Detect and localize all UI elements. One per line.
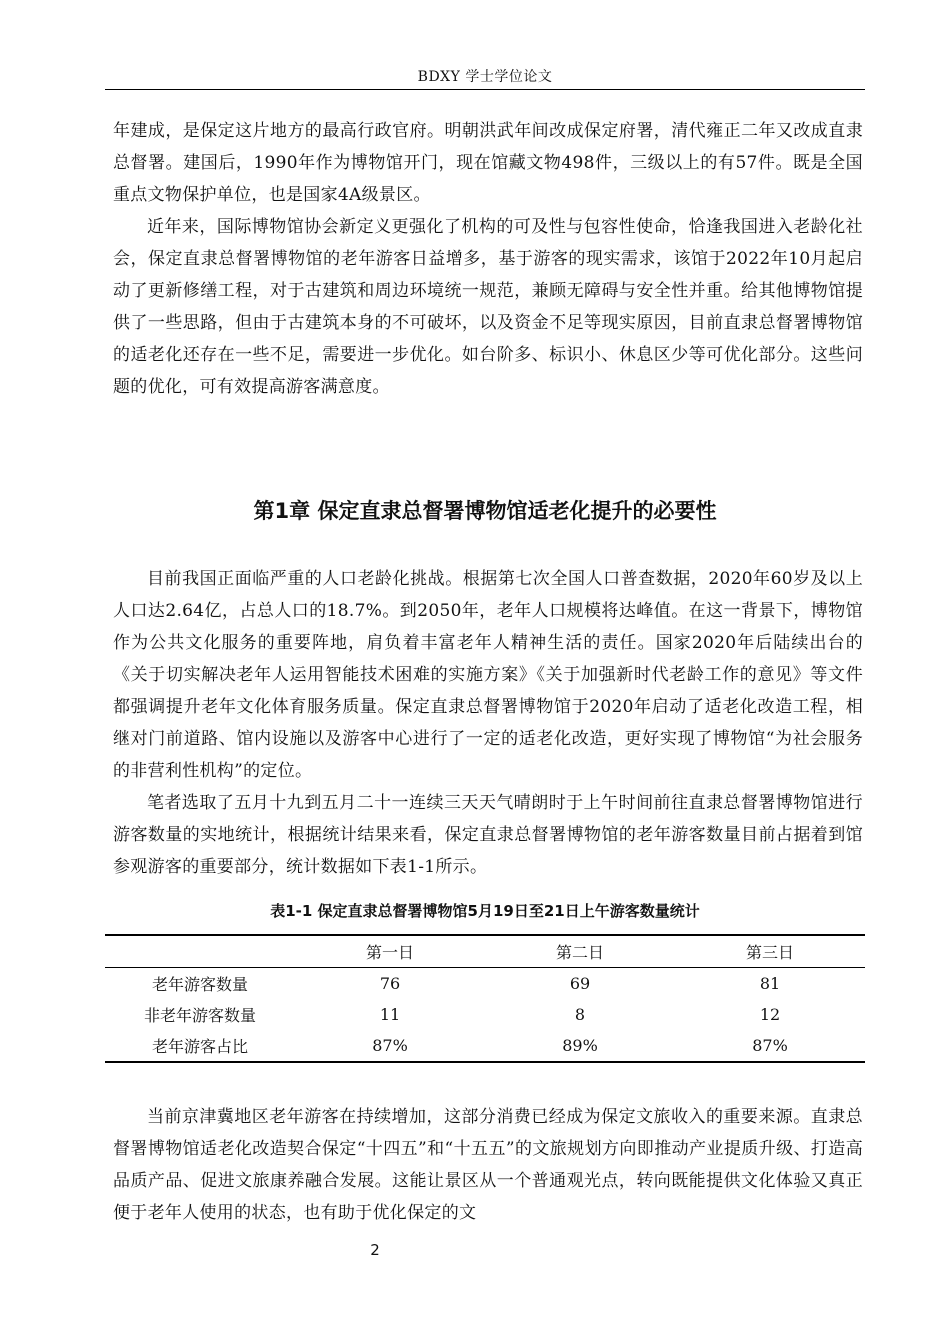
intro-paragraph-2: 近年来，国际博物馆协会新定义更强化了机构的可及性与包容性使命，恰逢我国进入老龄化社会，保定直隶总督署博物馆的老年游客日益增多，基于游客的现实需求，该馆于2022年10月起启动了更新修缮工程，对于古建筑和周边环境统一规范，兼顾无障碍与安全性并重。给其他博物馆提供了一些思路，但由于古建筑本身的不可破坏，以及资金不足等现实原因，目前直隶总督署博物馆的适老化还存在一些不足，需要进一步优化。如台阶多、标识小、休息区少等可优化部分。这些问题的优化，可有效提高游客满意度。: [113, 217, 863, 397]
table-cell: 11: [379, 1005, 401, 1024]
row-label: 非老年游客数量: [143, 1006, 256, 1025]
table-row: [105, 999, 865, 1030]
chapter-title: 第1章 保定直隶总督署博物馆适老化提升的必要性: [253, 499, 717, 523]
row-label: 老年游客占比: [151, 1037, 248, 1056]
intro-paragraph-1: 年建成，是保定这片地方的最高行政官府。明朝洪武年间改成保定府署，清代雍正二年又改成直隶总督署。建国后，1990年作为博物馆开门，现在馆藏文物498件，三级以上的有57件。既是全国重点文物保护单位，也是国家4A级景区。: [113, 121, 863, 205]
table-header-row: [105, 935, 865, 968]
table-row: [105, 968, 865, 1000]
table-cell: 87%: [752, 1036, 788, 1055]
header-divider: [105, 89, 865, 90]
page-header: BDXY 学士学位论文: [417, 69, 553, 85]
visitor-count-table: [105, 934, 865, 1063]
table-cell: 87%: [372, 1036, 408, 1055]
table-header-blank: [105, 935, 295, 968]
chapter-paragraph-3: 当前京津冀地区老年游客在持续增加，这部分消费已经成为保定文旅收入的重要来源。直隶总督署博物馆适老化改造契合保定“十四五”和“十五五”的文旅规划方向即推动产业提质升级、打造高品质产品、促进文旅康养融合发展。这能让景区从一个普通观光点，转向既能提供文化体验又真正便于老年人使用的状态，也有助于优化保定的文: [113, 1107, 863, 1223]
table-cell: 8: [574, 1005, 586, 1024]
table-cell: 89%: [562, 1036, 598, 1055]
table-cell: 12: [759, 1005, 781, 1024]
table-caption: 表1-1 保定直隶总督署博物馆5月19日至21日上午游客数量统计: [270, 902, 700, 920]
table-header-day-2: 第二日: [485, 935, 675, 968]
chapter-paragraph-2: 笔者选取了五月十九到五月二十一连续三天天气晴朗时于上午时间前往直隶总督署博物馆进行游客数量的实地统计，根据统计结果来看，保定直隶总督署博物馆的老年游客数量目前占据着到馆参观游客的重要部分，统计数据如下表1-1所示。: [113, 793, 863, 877]
table-row: [105, 1030, 865, 1062]
row-label: 老年游客数量: [151, 975, 248, 994]
table-header-day-1: 第一日: [295, 935, 485, 968]
chapter-paragraph-1: 目前我国正面临严重的人口老龄化挑战。根据第七次全国人口普查数据，2020年60岁及以上人口达2.64亿，占总人口的18.7%。到2050年，老年人口规模将达峰值。在这一背景下，博物馆作为公共文化服务的重要阵地，肩负着丰富老年人精神生活的责任。国家2020年后陆续出台的《关于切实解决老年人运用智能技术困难的实施方案》《关于加强新时代老龄工作的意见》等文件都强调提升老年文化体育服务质量。保定直隶总督署博物馆于2020年启动了适老化改造工程，相继对门前道路、馆内设施以及游客中心进行了一定的适老化改造，更好实现了博物馆“为社会服务的非营利性机构”的定位。: [113, 569, 863, 781]
table-cell: 81: [759, 974, 781, 993]
page-number: 2: [370, 1241, 380, 1259]
table-header-day-3: 第三日: [675, 935, 865, 968]
table-cell: 76: [379, 974, 401, 993]
table-cell: 69: [569, 974, 591, 993]
